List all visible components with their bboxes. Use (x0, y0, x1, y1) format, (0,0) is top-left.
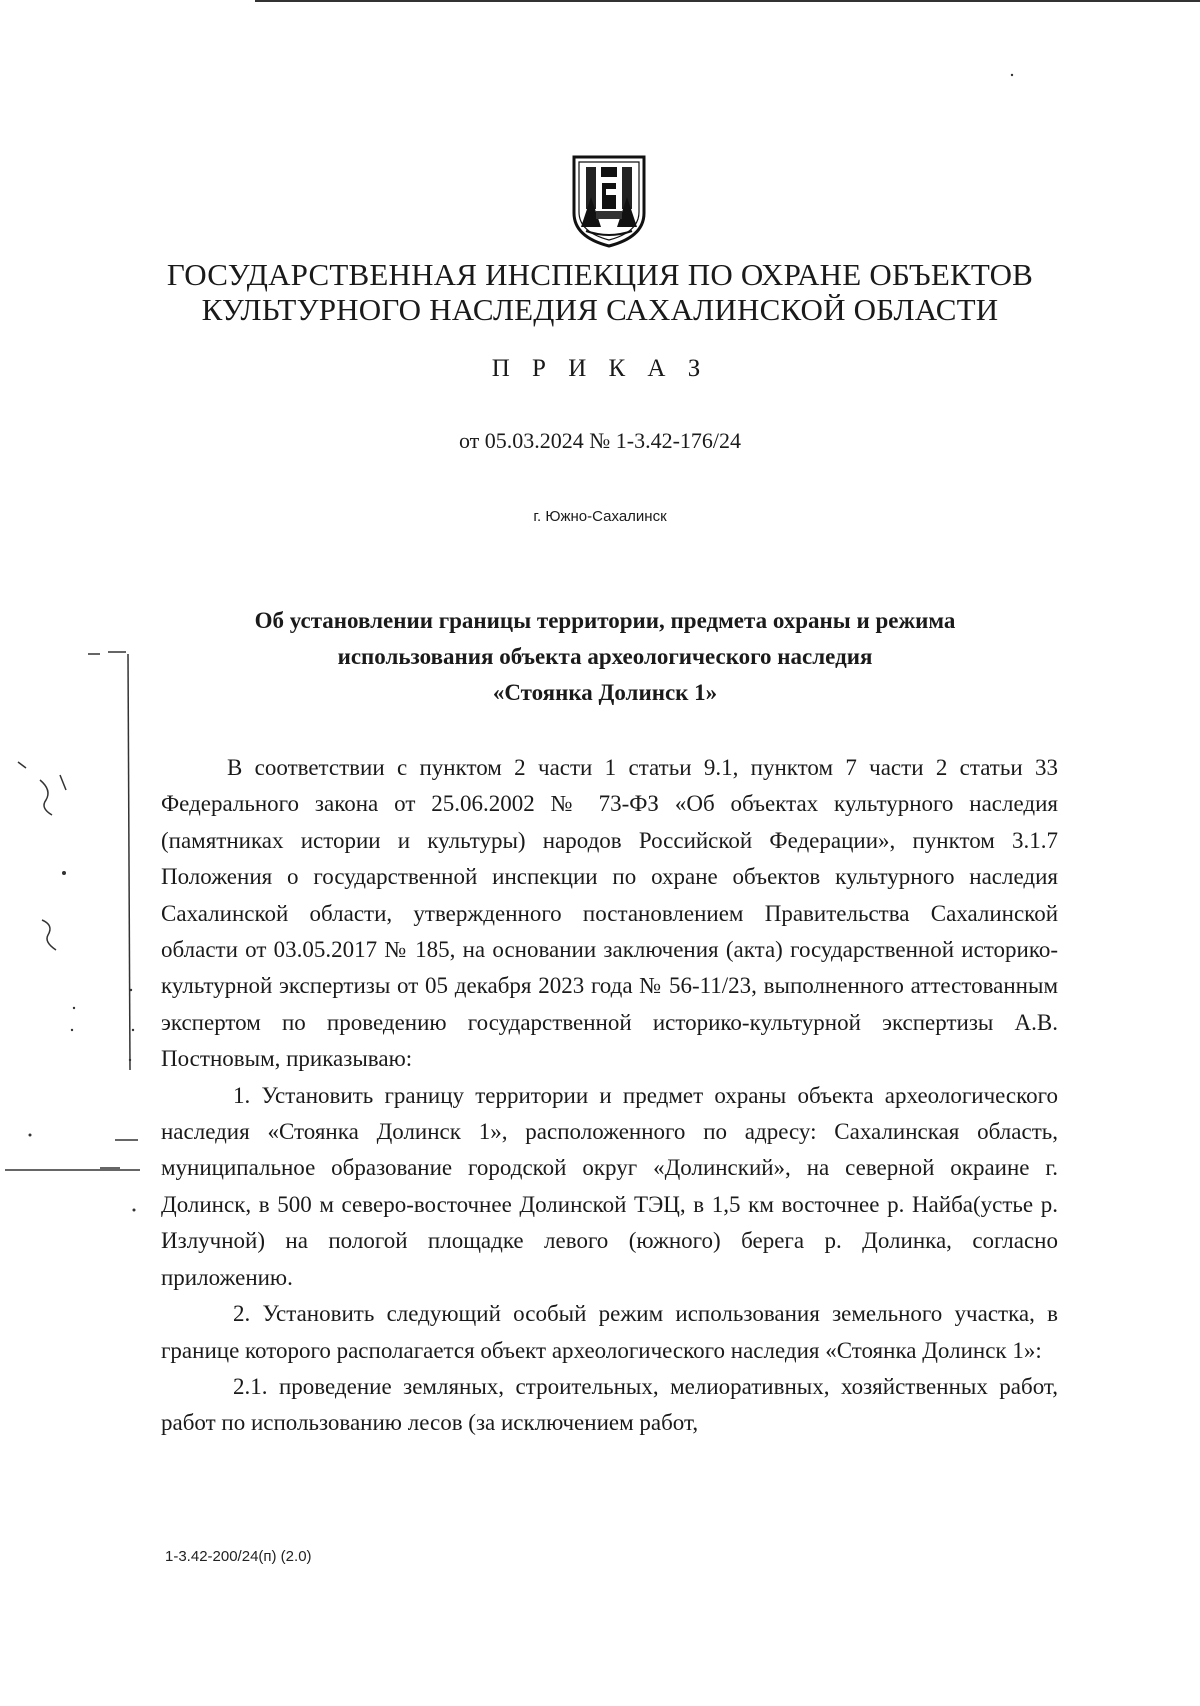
preamble-paragraph: В соответствии с пунктом 2 части 1 статьи 9.1, пунктом 7 части 2 статьи 33 Федерального закона от 25.06.2002 № 73-ФЗ «Об объектах культурного наследия (памятниках истории и культуры) народов Российской Федерации», пунктом 3.1.7 Положения о государственной инспекции по охране объектов культурного наследия Сахалинской области, утвержденного постановлением Правительства Сахалинской области от 03.05.2017 № 185, на основании заключения (акта) государственной историко-культурной экспертизы от 05 декабря 2023 года № 56-11/23, выполненного аттестованным экспертом по проведению государственной историко-культурной экспертизы А.В. Постновым, приказываю: (161, 755, 1058, 1072)
item-1-paragraph: 1. Установить границу территории и предмет охраны объекта археологического наследия «Стоянка Долинск 1», расположенного по адресу: Сахалинская область, муниципальное образование городской округ «Долинский», на северной окраине г. Долинск, в 500 м северо-восточнее Долинской ТЭЦ, в 1,5 км восточнее р. Найба(устье р. Излучной) на пологой площадке левого (южного) берега р. Долинка, согласно приложению. (161, 1082, 1058, 1290)
item-2-paragraph: 2. Установить следующий особый режим использования земельного участка, в границе которого располагается объект археологического наследия «Стоянка Долинск 1»: (161, 1301, 1058, 1363)
organization-title-line-1: ГОСУДАРСТВЕННАЯ ИНСПЕКЦИЯ ПО ОХРАНЕ ОБЪЕКТОВ (166, 257, 1034, 292)
organization-title (100, 257, 1100, 327)
order-subject-line-2: использования объекта археологического наследия (337, 644, 873, 669)
document-code: 1-3.42-200/24(п) (2.0) (165, 1548, 312, 1565)
city-name: г. Южно-Сахалинск (533, 508, 667, 525)
order-subject-line-1: Об установлении границы территории, предмета охраны и режима (254, 608, 956, 633)
order-subject (150, 603, 1060, 711)
scan-top-border (255, 0, 1200, 2)
order-body (161, 750, 1058, 1442)
order-date-number: от 05.03.2024 № 1-3.42-176/24 (458, 428, 742, 453)
organization-title-line-2: КУЛЬТУРНОГО НАСЛЕДИЯ САХАЛИНСКОЙ ОБЛАСТИ (201, 292, 999, 327)
order-subject-line-3: «Стоянка Долинск 1» (492, 680, 718, 705)
coat-of-arms-icon (566, 153, 652, 249)
document-type-heading: П Р И К А З (491, 355, 709, 382)
item-2-1-paragraph: 2.1. проведение земляных, строительных, мелиоративных, хозяйственных работ, работ по использованию лесов (за исключением работ, (161, 1373, 1058, 1436)
